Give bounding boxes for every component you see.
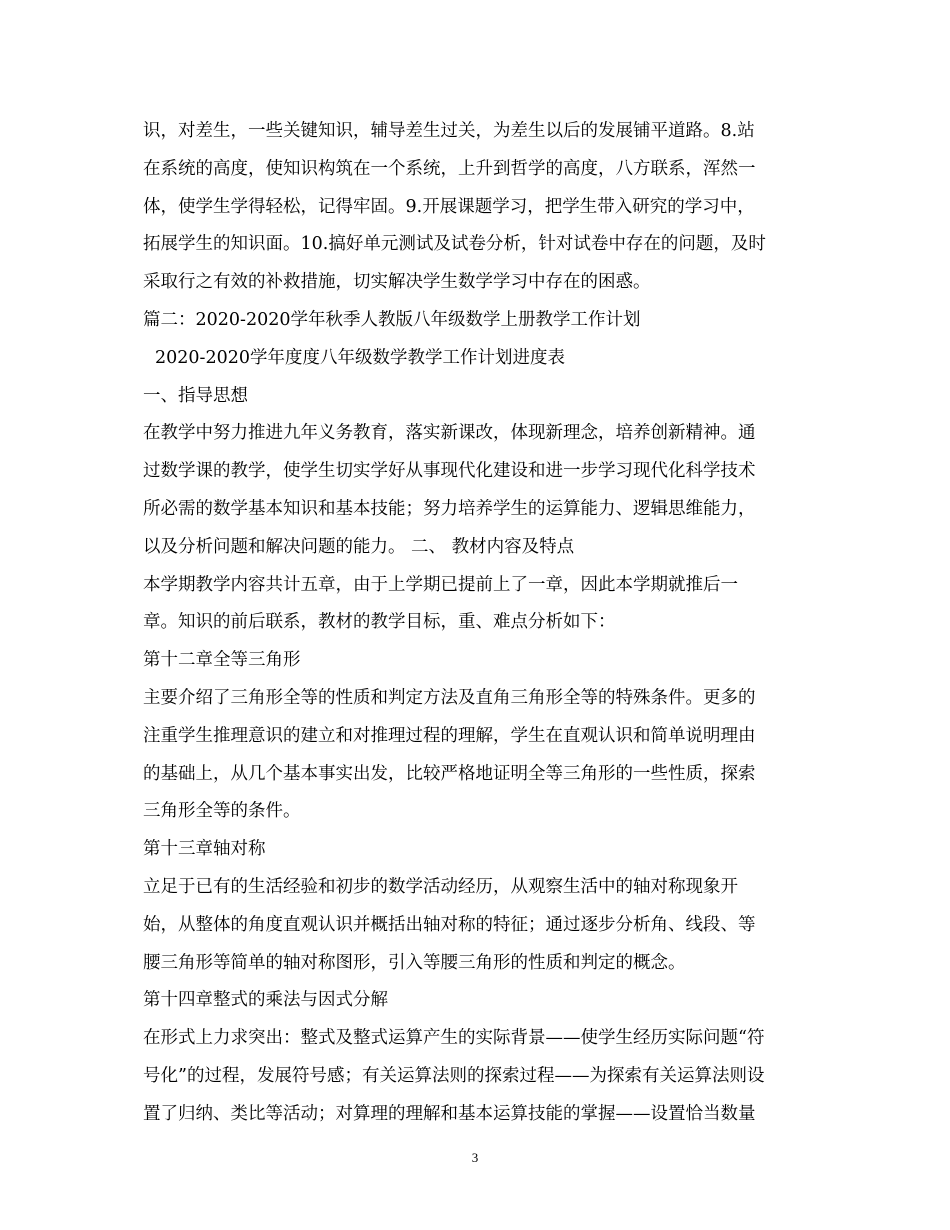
text-line: 腰三角形等简单的轴对称图形，引入等腰三角形的性质和判定的概念。 xyxy=(143,952,686,973)
text-line: 三角形全等的条件。 xyxy=(143,801,301,822)
section-heading: 一、指导思想 xyxy=(143,385,248,406)
text-line: 以及分析问题和解决问题的能力。 二、 教材内容及特点 xyxy=(143,536,575,557)
text-line: 在形式上力求突出：整式及整式运算产生的实际背景——使学生经历实际问题“符 xyxy=(143,1028,765,1049)
text-line: 置了归纳、类比等活动；对算理的理解和基本运算技能的掌握——设置恰当数量 xyxy=(143,1103,756,1124)
text-line: 章。知识的前后联系，教材的教学目标，重、难点分析如下： xyxy=(143,612,616,633)
text-line: 在教学中努力推进九年义务教育，落实新课改，体现新理念，培养创新精神。通 xyxy=(143,423,756,444)
document-body xyxy=(143,113,813,1134)
chapter-heading: 第十三章轴对称 xyxy=(143,839,266,860)
text-line: 的基础上，从几个基本事实出发，比较严格地证明全等三角形的一些性质，探索 xyxy=(143,763,756,784)
chapter-heading: 第十四章整式的乘法与因式分解 xyxy=(143,990,388,1011)
text-line: 采取行之有效的补救措施，切实解决学生数学学习中存在的困惑。 xyxy=(143,272,651,293)
text-line: 立足于已有的生活经验和初步的数学活动经历，从观察生活中的轴对称现象开 xyxy=(143,876,738,897)
section-subheading: 2020-2020学年度度八年级数学教学工作计划进度表 xyxy=(155,347,565,368)
text-line: 主要介绍了三角形全等的性质和判定方法及直角三角形全等的特殊条件。更多的 xyxy=(143,687,756,708)
section-heading: 篇二：2020-2020学年秋季人教版八年级数学上册教学工作计划 xyxy=(143,309,641,330)
text-line: 所必需的数学基本知识和基本技能；努力培养学生的运算能力、逻辑思维能力， xyxy=(143,498,756,519)
text-line: 注重学生推理意识的建立和对推理过程的理解，学生在直观认识和简单说明理由 xyxy=(143,725,756,746)
text-line: 过数学课的教学，使学生切实学好从事现代化建设和进一步学习现代化科学技术 xyxy=(143,461,756,482)
text-line: 识，对差生，一些关键知识，辅导差生过关，为差生以后的发展铺平道路。8.站 xyxy=(143,121,755,141)
text-line: 号化”的过程，发展符号感；有关运算法则的探索过程——为探索有关运算法则设 xyxy=(143,1065,765,1086)
text-line: 体，使学生学得轻松，记得牢固。9.开展课题学习，把学生带入研究的学习中， xyxy=(143,196,755,217)
page-number: 3 xyxy=(471,1150,479,1165)
text-line: 本学期教学内容共计五章，由于上学期已提前上了一章，因此本学期就推后一 xyxy=(143,574,738,595)
text-line: 始，从整体的角度直观认识并概括出轴对称的特征；通过逐步分析角、线段、等 xyxy=(143,914,756,935)
text-line: 在系统的高度，使知识构筑在一个系统，上升到哲学的高度，八方联系，浑然一 xyxy=(143,158,756,179)
chapter-heading: 第十二章全等三角形 xyxy=(143,650,301,671)
text-line: 拓展学生的知识面。10.搞好单元测试及试卷分析，针对试卷中存在的问题，及时 xyxy=(143,234,766,255)
